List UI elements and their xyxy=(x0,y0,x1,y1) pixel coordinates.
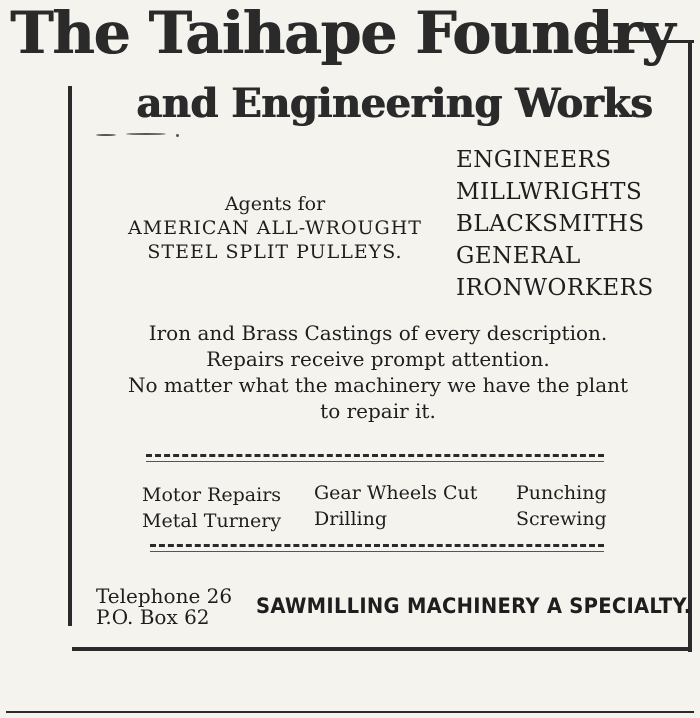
services-col-1 xyxy=(142,482,281,534)
service-item: Punching xyxy=(516,482,607,504)
agents-line-3: STEEL SPLIT PULLEYS. xyxy=(147,241,403,263)
specialty-banner: SAWMILLING MACHINERY A SPECIALTY. xyxy=(256,594,692,618)
service-item: Drilling xyxy=(314,508,388,530)
left-border xyxy=(68,86,72,626)
agents-line-2: AMERICAN ALL-WROUGHT xyxy=(128,217,422,239)
divider-bottom xyxy=(150,544,604,552)
telephone: Telephone 26 xyxy=(96,584,233,608)
description-line-2: Repairs receive prompt attention. xyxy=(206,347,550,371)
divider-top xyxy=(146,454,604,462)
trade-item: MILLWRIGHTS xyxy=(456,179,643,205)
description-line-4: to repair it. xyxy=(320,399,436,423)
contact-block xyxy=(96,586,232,628)
trade-item: ENGINEERS xyxy=(456,147,612,173)
bottom-border xyxy=(72,647,692,651)
trade-item: GENERAL xyxy=(456,243,581,269)
po-box: P.O. Box 62 xyxy=(96,605,210,629)
print-speck-marks xyxy=(96,132,186,138)
page-title: The Taihape Foundry xyxy=(10,0,674,67)
right-border xyxy=(688,40,692,652)
service-item: Screwing xyxy=(516,508,607,530)
agents-block xyxy=(110,192,440,264)
description-line-1: Iron and Brass Castings of every description. xyxy=(148,321,608,345)
trades-list xyxy=(456,144,654,304)
page-bottom-rule xyxy=(6,711,694,713)
description-block xyxy=(100,320,656,424)
services-col-2 xyxy=(314,480,477,532)
trade-item: IRONWORKERS xyxy=(456,275,654,301)
service-item: Motor Repairs xyxy=(142,484,282,506)
trade-item: BLACKSMITHS xyxy=(456,211,645,237)
service-item: Gear Wheels Cut xyxy=(314,482,478,504)
services-col-3 xyxy=(516,480,607,532)
agents-line-1: Agents for xyxy=(224,193,326,215)
description-line-3: No matter what the machinery we have the plant xyxy=(127,373,629,397)
service-item: Metal Turnery xyxy=(142,510,282,532)
page-subtitle: and Engineering Works xyxy=(136,80,653,127)
